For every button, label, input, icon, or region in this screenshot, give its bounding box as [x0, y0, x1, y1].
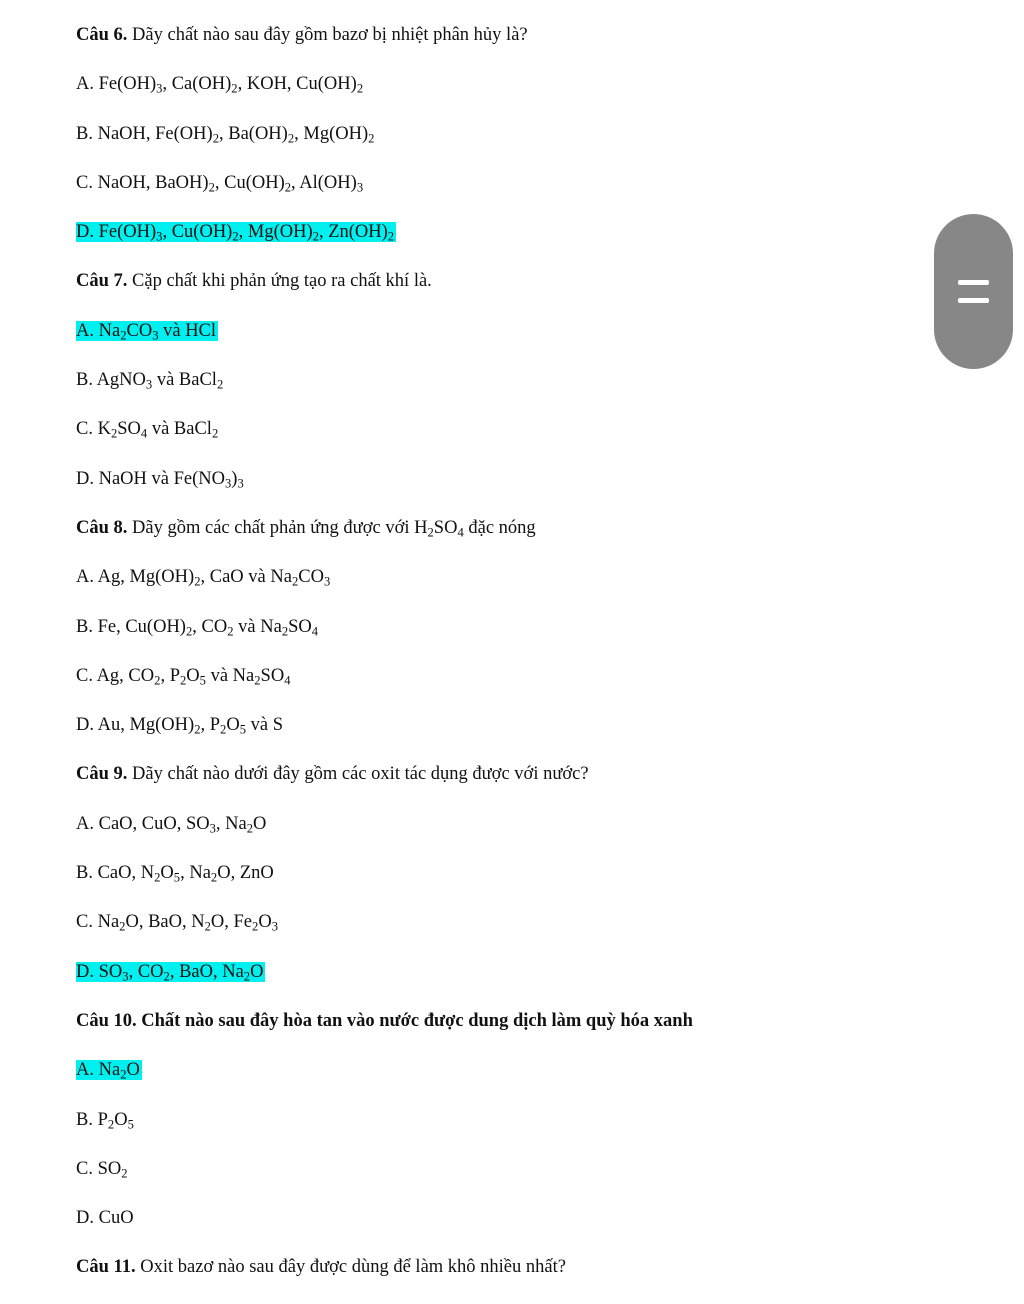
answer-text: [76, 1159, 128, 1179]
answer-option[interactable]: [76, 121, 976, 170]
text-run: , P: [200, 715, 221, 736]
subscript: 2: [368, 131, 375, 146]
text-run: và S: [246, 715, 284, 736]
subscript: 2: [212, 131, 219, 146]
subscript: 2: [185, 624, 193, 639]
text-run: SO: [117, 419, 141, 440]
text-run: O: [250, 961, 264, 982]
answer-option[interactable]: [76, 1205, 976, 1254]
text-run: , CaO và Na: [200, 567, 292, 588]
subscript: 5: [199, 673, 206, 688]
subscript: 4: [284, 673, 291, 688]
text-run: , CO: [128, 961, 164, 982]
answer-text: [76, 814, 266, 834]
highlighted-answer: [76, 321, 218, 341]
subscript: 5: [239, 722, 247, 737]
subscript: 2: [243, 969, 251, 984]
text-run: A. CaO, CuO, SO: [76, 813, 210, 834]
answer-text: [76, 1110, 134, 1130]
text-run: O: [160, 863, 174, 884]
question-text: Dãy chất nào sau đây gồm bazơ bị nhiệt phân hủy là?: [127, 25, 528, 45]
text-run: D. Au, Mg(OH): [76, 715, 195, 736]
subscript: 2: [120, 1067, 127, 1082]
answer-text: [76, 419, 218, 439]
answer-option[interactable]: [76, 170, 976, 219]
answer-text: [76, 912, 278, 932]
text-run: D. SO: [76, 961, 123, 982]
text-run: , Zn(OH): [318, 222, 388, 243]
answer-text: [76, 469, 244, 489]
question-text: Chất nào sau đây hòa tan vào nước được dung dịch làm quỳ hóa xanh: [136, 1010, 693, 1031]
answer-option[interactable]: [76, 959, 976, 1008]
question-number: Câu 9.: [76, 764, 128, 785]
text-run: , Mg(OH): [294, 123, 369, 144]
text-run: và BaCl: [152, 370, 217, 391]
text-run: O: [258, 912, 272, 933]
text-run: và BaCl: [147, 419, 212, 440]
question-text: Cặp chất khi phản ứng tạo ra chất khí là.: [127, 271, 432, 292]
answer-option[interactable]: [76, 1107, 976, 1156]
text-run: C. K: [76, 419, 111, 440]
subscript: 2: [121, 1166, 128, 1181]
subscript: 2: [194, 574, 201, 589]
text-run: O, Fe: [210, 912, 253, 933]
subscript: 2: [211, 426, 219, 441]
question-number: Câu 8.: [76, 517, 128, 538]
question-line: [76, 1008, 976, 1057]
subscript: 2: [119, 919, 126, 934]
answer-option[interactable]: [76, 318, 976, 367]
answer-option[interactable]: [76, 860, 976, 909]
subscript: 3: [145, 377, 153, 392]
question-text: Oxit bazơ nào sau đây được dùng để làm khô nhiều nhất?: [135, 1257, 566, 1278]
subscript: 2: [281, 624, 289, 639]
text-run: đặc nóng: [463, 517, 536, 538]
answer-option[interactable]: [76, 416, 976, 465]
subscript: 2: [252, 919, 259, 934]
answer-text: [76, 863, 274, 883]
answer-option[interactable]: [76, 614, 976, 663]
subscript: 3: [225, 476, 232, 491]
answer-text: [76, 567, 330, 587]
text-run: SO: [433, 517, 458, 538]
text-run: B. NaOH, Fe(OH): [76, 123, 213, 144]
subscript: 2: [216, 377, 224, 392]
subscript: 2: [110, 426, 118, 441]
text-run: O: [186, 665, 200, 686]
subscript: 2: [284, 180, 292, 195]
subscript: 2: [291, 574, 299, 589]
text-run: và Na: [233, 616, 282, 637]
answer-option[interactable]: [76, 564, 976, 613]
text-run: B. Fe, Cu(OH): [76, 616, 186, 637]
text-run: C. SO: [76, 1158, 122, 1179]
subscript: 2: [246, 821, 254, 836]
answer-text: [76, 666, 291, 686]
answer-text: [76, 74, 363, 94]
subscript: 3: [152, 328, 159, 343]
subscript: 4: [457, 525, 464, 540]
text-run: C. NaOH, BaOH): [76, 172, 209, 193]
text-run: SO: [260, 665, 285, 686]
subscript: 3: [209, 821, 216, 836]
text-run: D. Fe(OH): [76, 222, 157, 243]
question-text: Dãy chất nào dưới đây gồm các oxit tác dụng được với nước?: [127, 764, 589, 785]
subscript: 2: [254, 673, 261, 688]
question-line: [76, 1254, 976, 1303]
text-run: A. Ag, Mg(OH): [76, 567, 195, 588]
subscript: 2: [163, 969, 170, 984]
highlighted-answer: [76, 962, 265, 982]
text-run: , P: [160, 665, 180, 686]
answer-text: [76, 1208, 134, 1228]
text-run: SO: [288, 616, 312, 637]
text-run: , Cu(OH): [214, 172, 285, 193]
text-run: O: [126, 1060, 140, 1081]
answer-option[interactable]: [76, 712, 976, 761]
text-run: , Cu(OH): [162, 222, 233, 243]
text-run: O, BaO, N: [125, 912, 205, 933]
subscript: 2: [194, 722, 201, 737]
answer-text: [76, 715, 283, 735]
text-run: , BaO, Na: [169, 961, 244, 982]
subscript: 2: [154, 673, 161, 688]
subscript: 5: [127, 1117, 134, 1132]
text-run: A. Fe(OH): [76, 74, 157, 95]
subscript: 3: [323, 574, 331, 589]
text-run: C. Ag, CO: [76, 665, 155, 686]
subscript: 2: [387, 229, 395, 244]
subscript: 3: [156, 81, 163, 96]
highlighted-answer: [76, 1060, 142, 1080]
text-run: B. AgNO: [76, 370, 146, 391]
question-number: Câu 7.: [76, 271, 128, 292]
answer-option[interactable]: [76, 71, 976, 120]
text-run: , Ca(OH): [162, 74, 232, 95]
answer-option[interactable]: [76, 367, 976, 416]
text-run: A. Na: [76, 320, 121, 341]
subscript: 3: [271, 919, 278, 934]
text-run: và Na: [205, 665, 255, 686]
question-line: [76, 268, 976, 317]
document-body: [76, 22, 976, 1304]
text-run: D. CuO: [76, 1208, 134, 1229]
text-run: , Na: [215, 813, 247, 834]
text-run: B. CaO, N: [76, 863, 155, 884]
scroll-handle[interactable]: [934, 214, 1013, 369]
grip-line-icon: [958, 280, 989, 285]
answer-option[interactable]: [76, 811, 976, 860]
text-run: , Al(OH): [291, 172, 357, 193]
subscript: 2: [231, 81, 238, 96]
text-run: O: [253, 813, 267, 834]
subscript: 3: [356, 180, 364, 195]
question-number: Câu 10.: [76, 1010, 137, 1031]
highlighted-answer: [76, 222, 396, 242]
text-run: và HCl: [158, 320, 217, 341]
subscript: 2: [120, 328, 127, 343]
subscript: 2: [204, 919, 211, 934]
question-number: Câu 6.: [76, 25, 128, 45]
text-run: D. NaOH và Fe(NO: [76, 468, 225, 489]
question-line: [76, 22, 976, 71]
text-run: C. Na: [76, 912, 120, 933]
grip-line-icon: [958, 298, 989, 303]
answer-option[interactable]: [76, 663, 976, 712]
text-run: , KOH, Cu(OH): [237, 74, 357, 95]
text-run: , CO: [192, 616, 228, 637]
subscript: 2: [107, 1117, 115, 1132]
subscript: 2: [227, 624, 234, 639]
answer-text: [76, 173, 363, 193]
text-run: , Na: [180, 863, 211, 884]
answer-option[interactable]: [76, 909, 976, 958]
subscript: 2: [427, 525, 434, 540]
subscript: 3: [122, 969, 129, 984]
subscript: 2: [312, 229, 319, 244]
subscript: 3: [237, 476, 244, 491]
text-run: O, ZnO: [217, 863, 274, 884]
text-run: , Ba(OH): [218, 123, 288, 144]
subscript: 4: [140, 426, 148, 441]
text-run: , Mg(OH): [238, 222, 313, 243]
answer-text: [76, 124, 374, 144]
text-run: O: [114, 1109, 128, 1130]
answer-option[interactable]: [76, 1156, 976, 1205]
answer-option[interactable]: [76, 466, 976, 515]
answer-option[interactable]: [76, 219, 976, 268]
text-run: CO: [298, 567, 324, 588]
subscript: 2: [179, 673, 187, 688]
question-line: [76, 515, 976, 564]
subscript: 2: [210, 870, 218, 885]
question-text: [127, 518, 535, 538]
answer-text: [76, 370, 223, 390]
subscript: 2: [220, 722, 227, 737]
subscript: 2: [356, 81, 364, 96]
text-run: CO: [126, 320, 153, 341]
text-run: B. P: [76, 1109, 108, 1130]
answer-text: [76, 617, 318, 637]
subscript: 5: [173, 870, 181, 885]
text-run: A. Na: [76, 1060, 121, 1081]
text-run: Dãy gồm các chất phản ứng được với H: [127, 517, 428, 538]
subscript: 3: [156, 229, 163, 244]
text-run: O: [226, 715, 240, 736]
text-run: ): [231, 468, 238, 489]
subscript: 2: [208, 180, 215, 195]
question-number: Câu 11.: [76, 1257, 136, 1278]
answer-option[interactable]: [76, 1057, 976, 1106]
subscript: 2: [232, 229, 239, 244]
subscript: 2: [287, 131, 295, 146]
question-line: [76, 761, 976, 810]
subscript: 2: [154, 870, 161, 885]
subscript: 4: [311, 624, 319, 639]
